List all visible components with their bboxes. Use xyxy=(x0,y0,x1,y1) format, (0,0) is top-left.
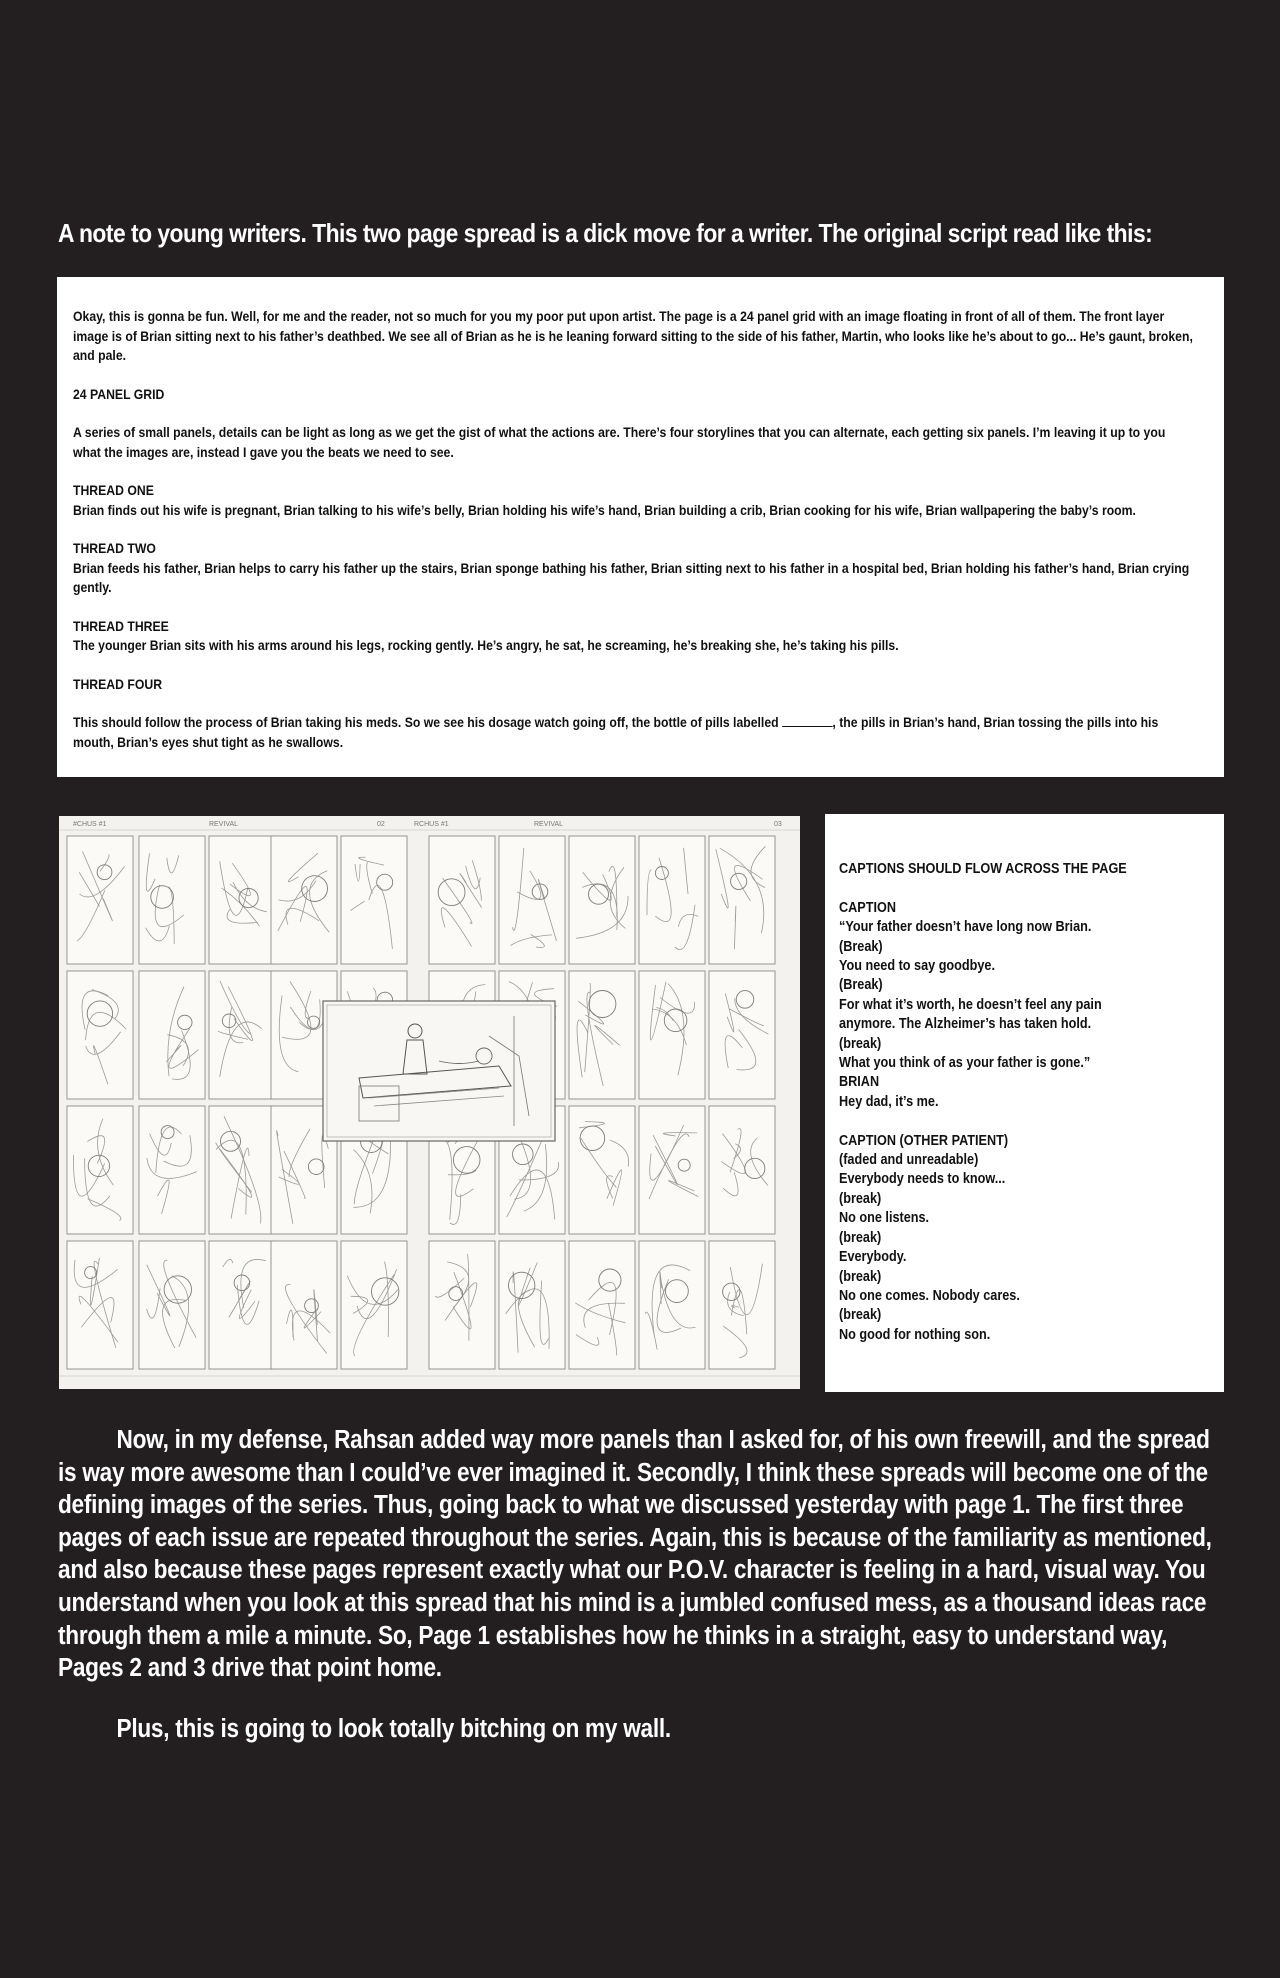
thread-four-heading: THREAD FOUR xyxy=(73,676,163,692)
caption-line-12: Hey dad, it’s me. xyxy=(839,1093,939,1110)
essay-paragraph-1: Now, in my defense, Rahsan added way more panels than I asked for, of his own freewill, and the spread is way more awesome than I could’ve ever imagined it. Secondly, I think these spreads will become one of the defining images of the series. Thus, going back to what we discussed yesterday with page 1. The first three pages of each issue are repeated throughout the series. Again, this is because of the familiarity as mentioned, and also because these pages represent exactly what our P.O.V. character is feeling in a hard, visual way. You understand when you look at this spread that his mind is a jumbled confused mess, as a thousand ideas race through them a mile a minute. So, Page 1 establishes how he thinks in a straight, easy to understand way, Pages 2 and 3 drive that point home. xyxy=(58,1426,1212,1683)
sketch-panel xyxy=(139,1106,205,1234)
thread-two-text: Brian feeds his father, Brian helps to carry his father up the stairs, Brian sponge bathing his father, Brian sitting next to his father in a hospital bed, Brian holding his father’s hand, Brian crying gently. xyxy=(73,560,1190,595)
caption-line-08: anymore. The Alzheimer’s has taken hold. xyxy=(839,1016,1092,1033)
header-left-a: #CHUS #1 xyxy=(73,821,107,828)
sketch-panel xyxy=(499,836,565,964)
sketch-panel xyxy=(341,1241,407,1369)
thread-four-text-a: This should follow the process of Brian taking his meds. So we see his dosage watch going off, the bottle of pills labelled xyxy=(73,715,779,730)
floating-deathbed-panel xyxy=(323,1001,555,1141)
sketch-panel xyxy=(209,1106,275,1234)
caption-line-22: (break) xyxy=(839,1307,882,1324)
header-left-b: REVIVAL xyxy=(209,821,239,828)
thread-three-heading: THREAD THREE xyxy=(73,618,169,634)
sketch-panel xyxy=(639,836,705,964)
thread-four-text xyxy=(73,713,1194,752)
caption-line-09: (break) xyxy=(839,1035,882,1052)
grid-description: A series of small panels, details can be light as long as we get the gist of what the actions are. There’s four storylines that you can alternate, each getting six panels. I’m leaving it up to you what the images are, instead I gave you the beats we need to see. xyxy=(73,425,1166,460)
caption-line-18: (break) xyxy=(839,1229,882,1246)
sketch-panel xyxy=(209,836,275,964)
intro-heading: A note to young writers. This two page spread is a dick move for a writer. The original script read like this: xyxy=(58,218,1153,248)
sketch-panel xyxy=(709,971,775,1099)
sketch-panel xyxy=(499,1241,565,1369)
caption-line-06: (Break) xyxy=(839,977,883,994)
sketch-panel xyxy=(639,971,705,1099)
caption-line-16: (break) xyxy=(839,1190,882,1207)
thread-two-heading: THREAD TWO xyxy=(73,541,156,556)
caption-line-14: (faded and unreadable) xyxy=(839,1152,979,1169)
sketch-panel xyxy=(709,836,775,964)
pencil-spread-illustration xyxy=(59,816,800,1389)
caption-line-04: (Break) xyxy=(839,938,883,955)
thread-four-text-b: , the pills in Brian’s hand, Brian tossing the pills into his mouth, Brian’s eyes shut tight as he swallows. xyxy=(73,715,1159,750)
thread-one-text: Brian finds out his wife is pregnant, Brian talking to his wife’s belly, Brian holding his wife’s hand, Brian building a crib, Brian cooking for his wife, Brian wallpapering the baby’s room. xyxy=(73,502,1136,518)
caption-line-07: For what it’s worth, he doesn’t feel any pain xyxy=(839,996,1102,1013)
sketch-panel xyxy=(341,836,407,964)
header-right-b: REVIVAL xyxy=(534,821,564,828)
blank-line xyxy=(782,726,832,727)
sketch-panel xyxy=(429,1241,495,1369)
sketch-panel xyxy=(67,971,133,1099)
header-right-a: RCHUS #1 xyxy=(414,821,449,828)
script-opening: Okay, this is gonna be fun. Well, for me and the reader, not so much for you my poor put upon artist. The page is a 24 panel grid with an image floating in front of all of them. The front layer image is of Brian sitting next to his father’s deathbed. We see all of Brian as he is he leaning forward sitting to the side of his father, Martin, who looks like he’s about to go... He’s gaunt, broken, and pale. xyxy=(73,309,1193,363)
essay-body xyxy=(58,1424,1228,1773)
captions-text xyxy=(839,860,1209,1345)
header-left-num: 02 xyxy=(377,821,385,828)
thread-one-heading: THREAD ONE xyxy=(73,483,154,498)
script-text xyxy=(73,307,1194,752)
sketch-panel xyxy=(67,836,133,964)
caption-line-15: Everybody needs to know... xyxy=(839,1171,1006,1188)
script-excerpt-box xyxy=(57,277,1224,777)
caption-line-17: No one listens. xyxy=(839,1210,930,1227)
pencil-art-spread xyxy=(59,816,800,1389)
sketch-panel xyxy=(639,1106,705,1234)
caption-line-23: No good for nothing son. xyxy=(839,1326,991,1343)
caption-line-10: What you think of as your father is gone.” xyxy=(839,1055,1091,1072)
caption-line-11: BRIAN xyxy=(839,1074,880,1091)
caption-line-05: You need to say goodbye. xyxy=(839,958,995,975)
sketch-panel xyxy=(139,971,205,1099)
essay-text xyxy=(58,1424,1229,1745)
captions-box xyxy=(825,814,1224,1392)
header-right-num: 03 xyxy=(774,821,782,828)
sketch-panel xyxy=(569,836,635,964)
thread-three-text: The younger Brian sits with his arms around his legs, rocking gently. He’s angry, he sat, he screaming, he’s breaking she, he’s taking his pills. xyxy=(73,638,899,653)
sketch-panel xyxy=(271,1241,337,1369)
essay-paragraph-2: Plus, this is going to look totally bitching on my wall. xyxy=(116,1714,671,1743)
grid-heading: 24 PANEL GRID xyxy=(73,386,165,402)
caption-line-20: (break) xyxy=(839,1268,882,1285)
sketch-panel xyxy=(139,1241,205,1369)
caption-line-19: Everybody. xyxy=(839,1249,907,1266)
sketch-panel xyxy=(709,1241,775,1369)
caption-line-03: “Your father doesn’t have long now Brian. xyxy=(839,919,1092,936)
caption-line-21: No one comes. Nobody cares. xyxy=(839,1287,1020,1304)
caption-line-02: CAPTION xyxy=(839,899,896,916)
caption-line-13: CAPTION (OTHER PATIENT) xyxy=(839,1132,1009,1149)
sketch-panel xyxy=(209,971,275,1099)
sketch-panel xyxy=(639,1241,705,1369)
caption-line-01: CAPTIONS SHOULD FLOW ACROSS THE PAGE xyxy=(839,861,1127,877)
